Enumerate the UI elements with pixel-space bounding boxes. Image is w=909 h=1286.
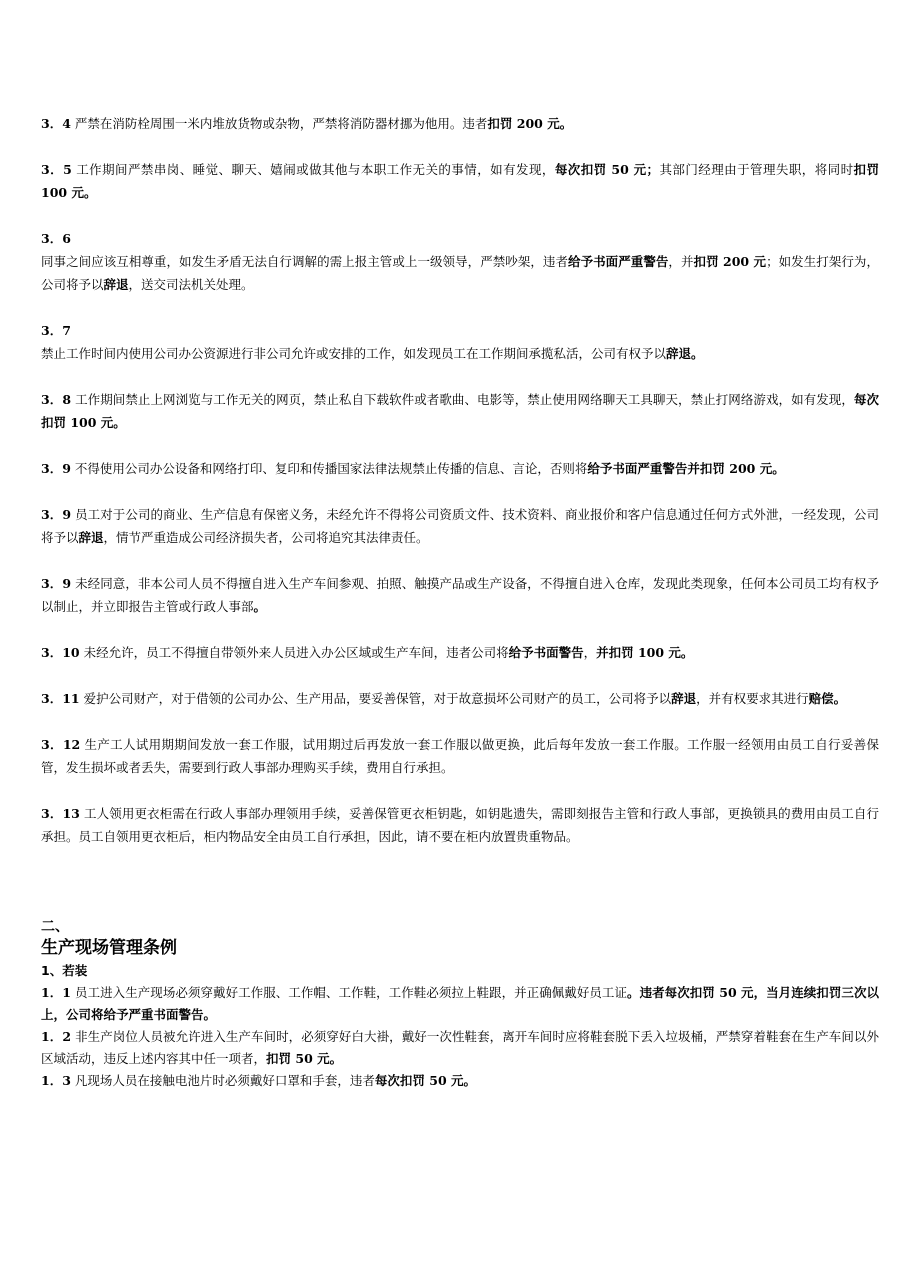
clause-emphasis: 辞退。 — [666, 346, 704, 361]
clause-number: 3．12 — [41, 737, 81, 752]
section-number: 二、 — [41, 919, 69, 935]
clause-number: 3．11 — [41, 691, 80, 706]
clause-text: 非生产岗位人员被允许进入生产车间时，必须穿好白大褂，戴好一次性鞋套，离开车间时应将鞋套脱下丢入垃圾桶，严禁穿着鞋套在生产车间以外区域活动，违反上述内容其中任一项者， — [41, 1029, 879, 1066]
clause-number: 1．3 — [41, 1073, 71, 1088]
clause-emphasis: 给予书面严重警告并扣罚 200 元。 — [587, 461, 785, 476]
clause-number: 1．2 — [41, 1029, 72, 1044]
clause-number: 3．4 — [41, 116, 71, 131]
clause-text: ；如发生打架行为，公司将予以 — [41, 254, 879, 292]
clause-text: 不得使用公司办公设备和网络打印、复印和传播国家法律法规禁止传播的信息、言论，否则将 — [74, 461, 588, 476]
clause-number: 3．7 — [41, 323, 71, 338]
clause-3-6 — [41, 227, 879, 296]
clause-3-4 — [41, 112, 879, 135]
clause-emphasis: 给予书面严重警告 — [568, 254, 669, 269]
clause-1-2 — [41, 1026, 879, 1070]
clause-1-1 — [41, 982, 879, 1026]
section-title: 生产现场管理条例 — [41, 938, 177, 958]
clause-text: 禁止工作时间内使用公司办公资源进行非公司允许或安排的工作，如发现员工在工作期间承揽私活，公司有权予以 — [41, 346, 667, 361]
clause-emphasis: 扣罚 200 元 — [693, 254, 767, 269]
clause-text: 员工对于公司的商业、生产信息有保密义务，未经允许不得将公司资质文件、技术资料、商业报价和客户信息通过任何方式外泄，一经发现，公司将予以 — [41, 507, 879, 545]
clause-text: 未经允许，员工不得擅自带领外来人员进入办公区域或生产车间，违者公司将 — [83, 645, 509, 660]
clause-3-5 — [41, 158, 879, 204]
clause-emphasis: 辞退 — [78, 530, 104, 545]
clause-3-9-a — [41, 457, 879, 480]
clause-3-9-b — [41, 503, 879, 549]
clause-text: ，送交司法机关处理。 — [128, 277, 254, 292]
clause-emphasis: 每次扣罚 50 元。 — [374, 1073, 477, 1088]
clause-number: 3．6 — [41, 231, 71, 246]
clause-number: 3．9 — [41, 461, 71, 476]
section-spacer — [41, 848, 879, 918]
clause-text: 工作期间严禁串岗、睡觉、聊天、嬉闹或做其他与本职工作无关的事情，如有发现， — [76, 162, 555, 177]
clause-text: ，情节严重造成公司经济损失者，公司将追究其法律责任。 — [103, 530, 429, 545]
clause-text: 严禁在消防栓周围一米内堆放货物或杂物，严禁将消防器材挪为他用。违者 — [74, 116, 488, 131]
clause-text: ，并 — [668, 254, 694, 269]
clause-number: 3．5 — [41, 162, 72, 177]
clause-3-7 — [41, 319, 879, 365]
clause-emphasis: 辞退 — [103, 277, 129, 292]
clause-emphasis: 。违者每次扣罚 50 元，当月连续扣罚三次以上，公司将给予严重书面警告。 — [41, 985, 879, 1022]
clause-3-10 — [41, 641, 879, 664]
clause-number: 1．1 — [41, 985, 71, 1000]
clause-3-9-c — [41, 572, 879, 618]
document-page — [41, 112, 879, 1092]
clause-emphasis: 辞退 — [671, 691, 697, 706]
clause-text: 未经同意，非本公司人员不得擅自进入生产车间参观、拍照、触摸产品或生产设备，不得擅自进入仓库，发现此类现象，任何本公司员工均有权予以制止，并立即报告主管或行政人事部 — [41, 576, 879, 614]
clause-3-13 — [41, 802, 879, 848]
clause-number: 3．10 — [41, 645, 80, 660]
clause-emphasis: 每次扣罚 50 元； — [554, 162, 660, 177]
clause-emphasis: 扣罚 100 元。 — [41, 162, 879, 200]
clause-emphasis: 每次扣罚 100 元。 — [41, 392, 879, 430]
clause-emphasis: 扣罚 50 元。 — [266, 1051, 343, 1066]
clause-text: 其部门经理由于管理失职，将同时 — [659, 162, 854, 177]
clause-text: 工人领用更衣柜需在行政人事部办理领用手续，妥善保管更衣柜钥匙，如钥匙遗失，需即刻报告主管和行政人事部，更换锁具的费用由员工自行承担。员工自领用更衣柜后，柜内物品安全由员工自行承担，因此，请不要在柜内放置贵重物品。 — [41, 806, 879, 844]
clause-text: 生产工人试用期期间发放一套工作服，试用期过后再发放一套工作服以做更换，此后每年发放一套工作服。工作服一经领用由员工自行妥善保管，发生损坏或者丢失，需要到行政人事部办理购买手续，费用自行承担。 — [41, 737, 879, 775]
clause-number: 3．9 — [41, 507, 72, 522]
clause-3-8 — [41, 388, 879, 434]
clause-text: 员工进入生产现场必须穿戴好工作服、工作帽、工作鞋，工作鞋必须拉上鞋跟，并正确佩戴好员工证 — [75, 985, 628, 1000]
clause-number: 3．13 — [41, 806, 80, 821]
clause-emphasis: 扣罚 200 元。 — [487, 116, 573, 131]
clause-text: 凡现场人员在接触电池片时必须戴好口罩和手套，违者 — [74, 1073, 375, 1088]
clause-number: 3．8 — [41, 392, 72, 407]
clause-emphasis: 给予书面警告 — [508, 645, 584, 660]
clause-text: 爱护公司财产，对于借领的公司办公、生产用品，要妥善保管，对于故意损坏公司财产的员工，公司将予以 — [83, 691, 672, 706]
clause-emphasis: 并扣罚 100 元。 — [596, 645, 694, 660]
clause-text: ，并有权要求其进行 — [696, 691, 809, 706]
clause-text: 工作期间禁止上网浏览与工作无关的网页，禁止私自下载软件或者歌曲、电影等，禁止使用网络聊天工具聊天，禁止打网络游戏，如有发现， — [75, 392, 854, 407]
clause-3-12 — [41, 733, 879, 779]
clause-number: 3．9 — [41, 576, 72, 591]
clause-emphasis: 。 — [253, 599, 267, 614]
subsection-title: 1、若装 — [41, 963, 88, 978]
clause-text: ， — [583, 645, 597, 660]
clause-3-11 — [41, 687, 879, 710]
clause-1-3 — [41, 1070, 879, 1092]
clause-text: 同事之间应该互相尊重，如发生矛盾无法自行调解的需上报主管或上一级领导，严禁吵架，违者 — [41, 254, 569, 269]
clause-emphasis: 赔偿。 — [808, 691, 847, 706]
